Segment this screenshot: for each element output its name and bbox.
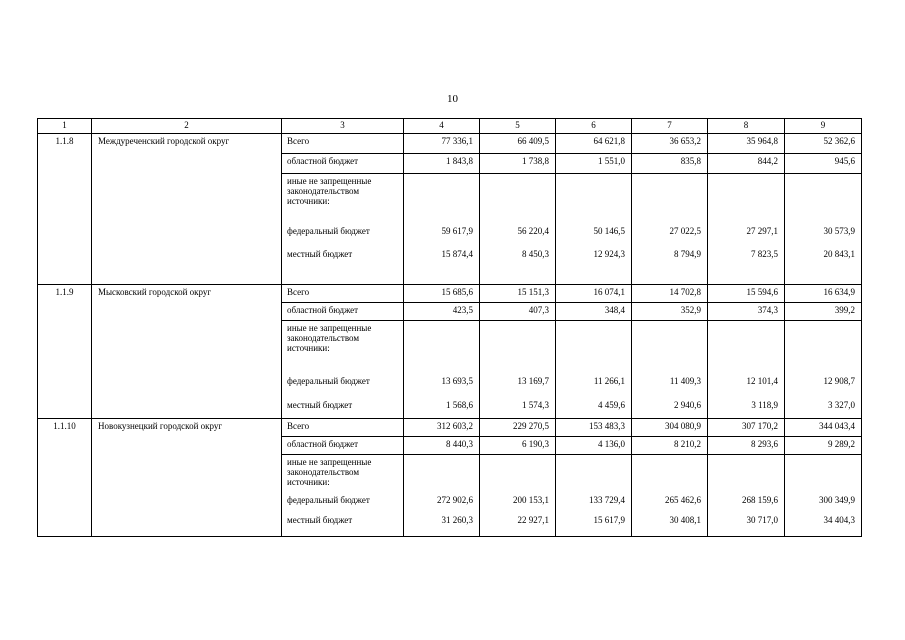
value-cell: 423,5 xyxy=(404,303,480,321)
value-cell: 374,3 xyxy=(708,303,785,321)
source-label: федеральный бюджет xyxy=(287,226,370,236)
value-local: 4 459,6 xyxy=(598,400,625,410)
value-cell xyxy=(708,455,785,537)
source-label-block xyxy=(282,174,404,285)
value-cell xyxy=(480,455,556,537)
column-number: 4 xyxy=(404,119,480,134)
column-number: 8 xyxy=(708,119,785,134)
value-cell xyxy=(556,455,632,537)
value-local: 12 924,3 xyxy=(593,249,625,259)
value-cell: 352,9 xyxy=(632,303,708,321)
value-cell: 15 151,3 xyxy=(480,285,556,303)
value-cell: 66 409,5 xyxy=(480,134,556,154)
value-cell xyxy=(556,321,632,419)
value-cell: 8 210,2 xyxy=(632,437,708,455)
source-label: Всего xyxy=(282,134,404,154)
value-cell: 15 685,6 xyxy=(404,285,480,303)
source-label: местный бюджет xyxy=(287,515,353,525)
value-cell: 4 136,0 xyxy=(556,437,632,455)
column-number: 7 xyxy=(632,119,708,134)
municipality-name: Мысковский городской округ xyxy=(92,285,282,419)
value-local: 31 260,3 xyxy=(441,515,473,525)
value-local: 1 574,3 xyxy=(522,400,549,410)
source-label: Всего xyxy=(282,419,404,437)
value-federal: 56 220,4 xyxy=(517,226,549,236)
value-cell: 312 603,2 xyxy=(404,419,480,437)
page-number: 10 xyxy=(447,93,458,105)
column-number: 3 xyxy=(282,119,404,134)
value-cell: 945,6 xyxy=(785,154,862,174)
value-cell: 153 483,3 xyxy=(556,419,632,437)
column-number: 9 xyxy=(785,119,862,134)
other-sources-label: иные не запрещенные законодательством источники: xyxy=(287,323,372,353)
value-federal: 272 902,6 xyxy=(437,495,473,505)
value-cell: 8 440,3 xyxy=(404,437,480,455)
value-cell xyxy=(404,455,480,537)
value-federal: 11 266,1 xyxy=(593,376,625,386)
value-local: 30 717,0 xyxy=(746,515,778,525)
source-label: областной бюджет xyxy=(282,303,404,321)
value-federal: 200 153,1 xyxy=(513,495,549,505)
value-cell: 835,8 xyxy=(632,154,708,174)
value-federal: 133 729,4 xyxy=(589,495,625,505)
value-cell: 399,2 xyxy=(785,303,862,321)
value-local: 15 874,4 xyxy=(441,249,473,259)
value-cell xyxy=(556,174,632,285)
other-sources-label: иные не запрещенные законодательством источники: xyxy=(287,457,372,487)
value-federal: 13 693,5 xyxy=(441,376,473,386)
value-local: 15 617,9 xyxy=(593,515,625,525)
value-federal: 50 146,5 xyxy=(593,226,625,236)
source-label-block xyxy=(282,321,404,419)
municipality-name: Междуреченский городской округ xyxy=(92,134,282,285)
value-cell: 15 594,6 xyxy=(708,285,785,303)
value-cell xyxy=(708,321,785,419)
value-cell: 77 336,1 xyxy=(404,134,480,154)
column-number: 5 xyxy=(480,119,556,134)
value-cell xyxy=(632,455,708,537)
value-federal: 12 101,4 xyxy=(746,376,778,386)
value-cell: 64 621,8 xyxy=(556,134,632,154)
value-local: 1 568,6 xyxy=(446,400,473,410)
value-federal: 13 169,7 xyxy=(517,376,549,386)
value-cell: 229 270,5 xyxy=(480,419,556,437)
value-cell: 36 653,2 xyxy=(632,134,708,154)
column-number: 1 xyxy=(38,119,92,134)
value-local: 8 450,3 xyxy=(522,249,549,259)
value-local: 34 404,3 xyxy=(823,515,855,525)
value-cell: 8 293,6 xyxy=(708,437,785,455)
value-cell: 844,2 xyxy=(708,154,785,174)
value-local: 3 118,9 xyxy=(751,400,778,410)
value-federal: 268 159,6 xyxy=(742,495,778,505)
value-cell: 304 080,9 xyxy=(632,419,708,437)
value-cell xyxy=(708,174,785,285)
value-cell: 348,4 xyxy=(556,303,632,321)
value-cell: 35 964,8 xyxy=(708,134,785,154)
value-federal: 27 297,1 xyxy=(746,226,778,236)
value-cell: 1 551,0 xyxy=(556,154,632,174)
value-cell xyxy=(785,321,862,419)
value-local: 22 927,1 xyxy=(517,515,549,525)
value-federal: 11 409,3 xyxy=(669,376,701,386)
value-cell: 407,3 xyxy=(480,303,556,321)
value-local: 7 823,5 xyxy=(751,249,778,259)
value-cell: 9 289,2 xyxy=(785,437,862,455)
source-label: областной бюджет xyxy=(282,437,404,455)
value-federal: 30 573,9 xyxy=(823,226,855,236)
value-federal: 12 908,7 xyxy=(823,376,855,386)
source-label: федеральный бюджет xyxy=(287,376,370,386)
source-label: местный бюджет xyxy=(287,249,353,259)
value-cell: 14 702,8 xyxy=(632,285,708,303)
row-code: 1.1.9 xyxy=(38,285,92,419)
source-label-block xyxy=(282,455,404,537)
value-local: 8 794,9 xyxy=(674,249,701,259)
value-federal: 59 617,9 xyxy=(441,226,473,236)
column-number: 2 xyxy=(92,119,282,134)
value-cell xyxy=(632,174,708,285)
value-cell xyxy=(632,321,708,419)
row-code: 1.1.8 xyxy=(38,134,92,285)
value-cell: 344 043,4 xyxy=(785,419,862,437)
value-cell xyxy=(404,174,480,285)
row-code: 1.1.10 xyxy=(38,419,92,537)
value-cell: 1 738,8 xyxy=(480,154,556,174)
source-label: Всего xyxy=(282,285,404,303)
value-local: 30 408,1 xyxy=(669,515,701,525)
value-cell xyxy=(480,174,556,285)
source-label: федеральный бюджет xyxy=(287,495,370,505)
source-label: местный бюджет xyxy=(287,400,353,410)
value-cell: 16 074,1 xyxy=(556,285,632,303)
table-row-total xyxy=(38,285,862,303)
value-cell xyxy=(785,174,862,285)
value-cell: 16 634,9 xyxy=(785,285,862,303)
other-sources-label: иные не запрещенные законодательством источники: xyxy=(287,176,372,206)
value-federal: 27 022,5 xyxy=(669,226,701,236)
value-federal: 300 349,9 xyxy=(819,495,855,505)
column-number-row xyxy=(38,119,862,134)
table-row-total xyxy=(38,134,862,154)
value-cell xyxy=(785,455,862,537)
column-number: 6 xyxy=(556,119,632,134)
value-local: 2 940,6 xyxy=(674,400,701,410)
value-federal: 265 462,6 xyxy=(665,495,701,505)
value-cell xyxy=(480,321,556,419)
value-local: 20 843,1 xyxy=(823,249,855,259)
value-cell: 1 843,8 xyxy=(404,154,480,174)
municipality-name: Новокузнецкий городской округ xyxy=(92,419,282,537)
value-cell xyxy=(404,321,480,419)
value-cell: 52 362,6 xyxy=(785,134,862,154)
table-row-total xyxy=(38,419,862,437)
value-cell: 6 190,3 xyxy=(480,437,556,455)
value-local: 3 327,0 xyxy=(828,400,855,410)
budget-table xyxy=(37,118,862,537)
value-cell: 307 170,2 xyxy=(708,419,785,437)
source-label: областной бюджет xyxy=(282,154,404,174)
